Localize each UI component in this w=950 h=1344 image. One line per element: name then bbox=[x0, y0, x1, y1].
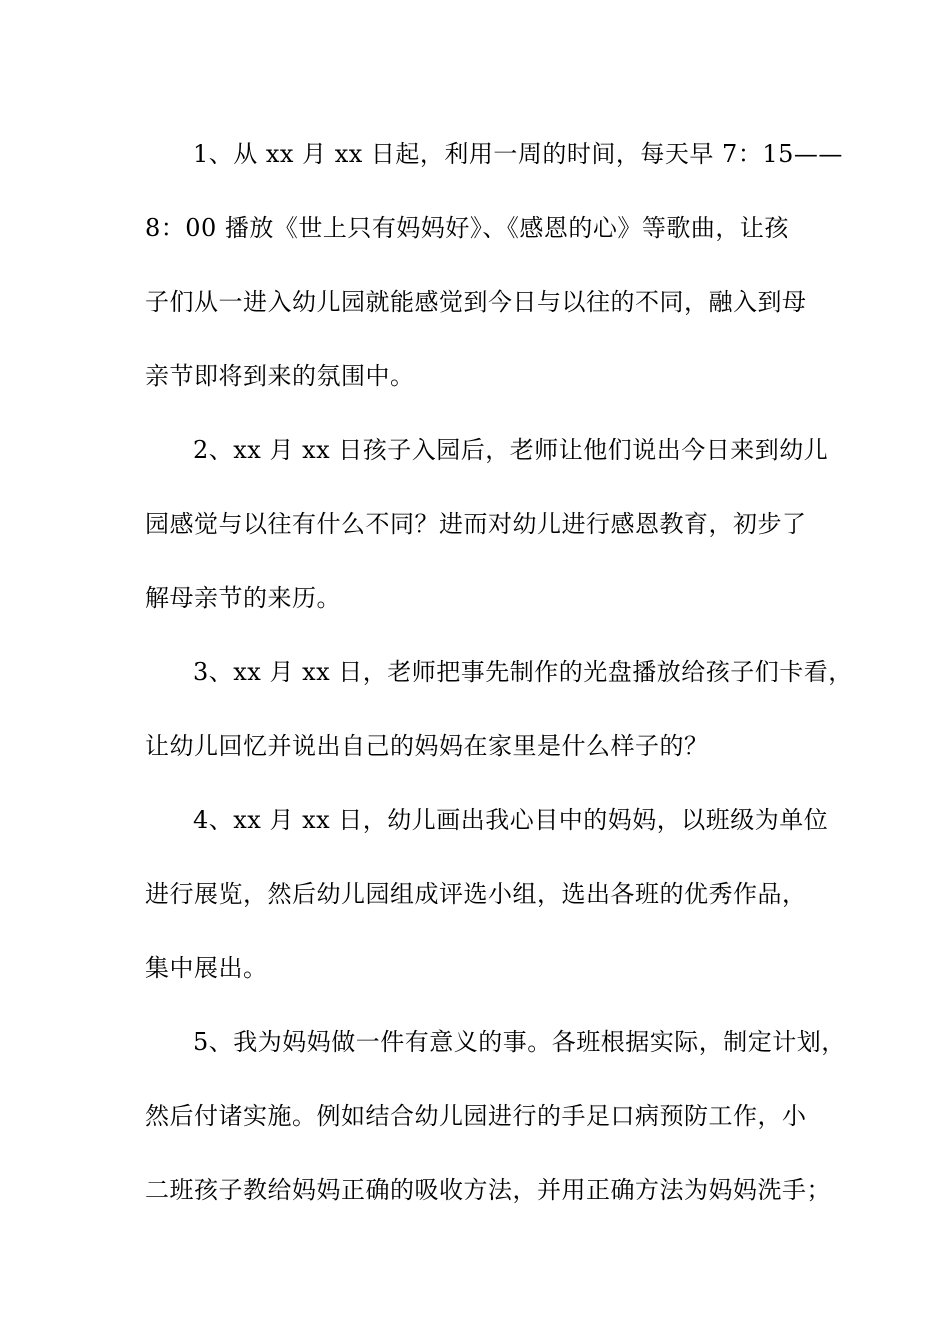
paragraph-5-line-2: 然后付诸实施。例如结合幼儿园进行的手足口病预防工作，小 bbox=[145, 1102, 807, 1130]
paragraph-1-line-1: 1、从 xx 月 xx 日起，利用一周的时间，每天早 7：15—— bbox=[193, 140, 843, 168]
paragraph-1-line-3: 子们从一进入幼儿园就能感觉到今日与以往的不同，融入到母 bbox=[145, 288, 807, 316]
paragraph-4-line-1: 4、xx 月 xx 日，幼儿画出我心目中的妈妈，以班级为单位 bbox=[193, 806, 829, 834]
paragraph-5-line-1: 5、我为妈妈做一件有意义的事。各班根据实际，制定计划， bbox=[193, 1028, 846, 1056]
paragraph-4-line-3: 集中展出。 bbox=[145, 954, 268, 982]
paragraph-1-line-4: 亲节即将到来的氛围中。 bbox=[145, 362, 415, 390]
paragraph-4-line-2: 进行展览，然后幼儿园组成评选小组，选出各班的优秀作品， bbox=[145, 880, 807, 908]
paragraph-2-line-1: 2、xx 月 xx 日孩子入园后，老师让他们说出今日来到幼儿 bbox=[193, 436, 829, 464]
paragraph-5-line-3: 二班孩子教给妈妈正确的吸收方法，并用正确方法为妈妈洗手； bbox=[145, 1176, 831, 1204]
paragraph-3-line-1: 3、xx 月 xx 日，老师把事先制作的光盘播放给孩子们卡看， bbox=[193, 658, 853, 686]
paragraph-2-line-3: 解母亲节的来历。 bbox=[145, 584, 341, 612]
paragraph-2-line-2: 园感觉与以往有什么不同？进而对幼儿进行感恩教育，初步了 bbox=[145, 510, 807, 538]
paragraph-1-line-2: 8：00 播放《世上只有妈妈好》、《感恩的心》等歌曲，让孩 bbox=[145, 214, 789, 242]
paragraph-3-line-2: 让幼儿回忆并说出自己的妈妈在家里是什么样子的？ bbox=[145, 732, 709, 760]
